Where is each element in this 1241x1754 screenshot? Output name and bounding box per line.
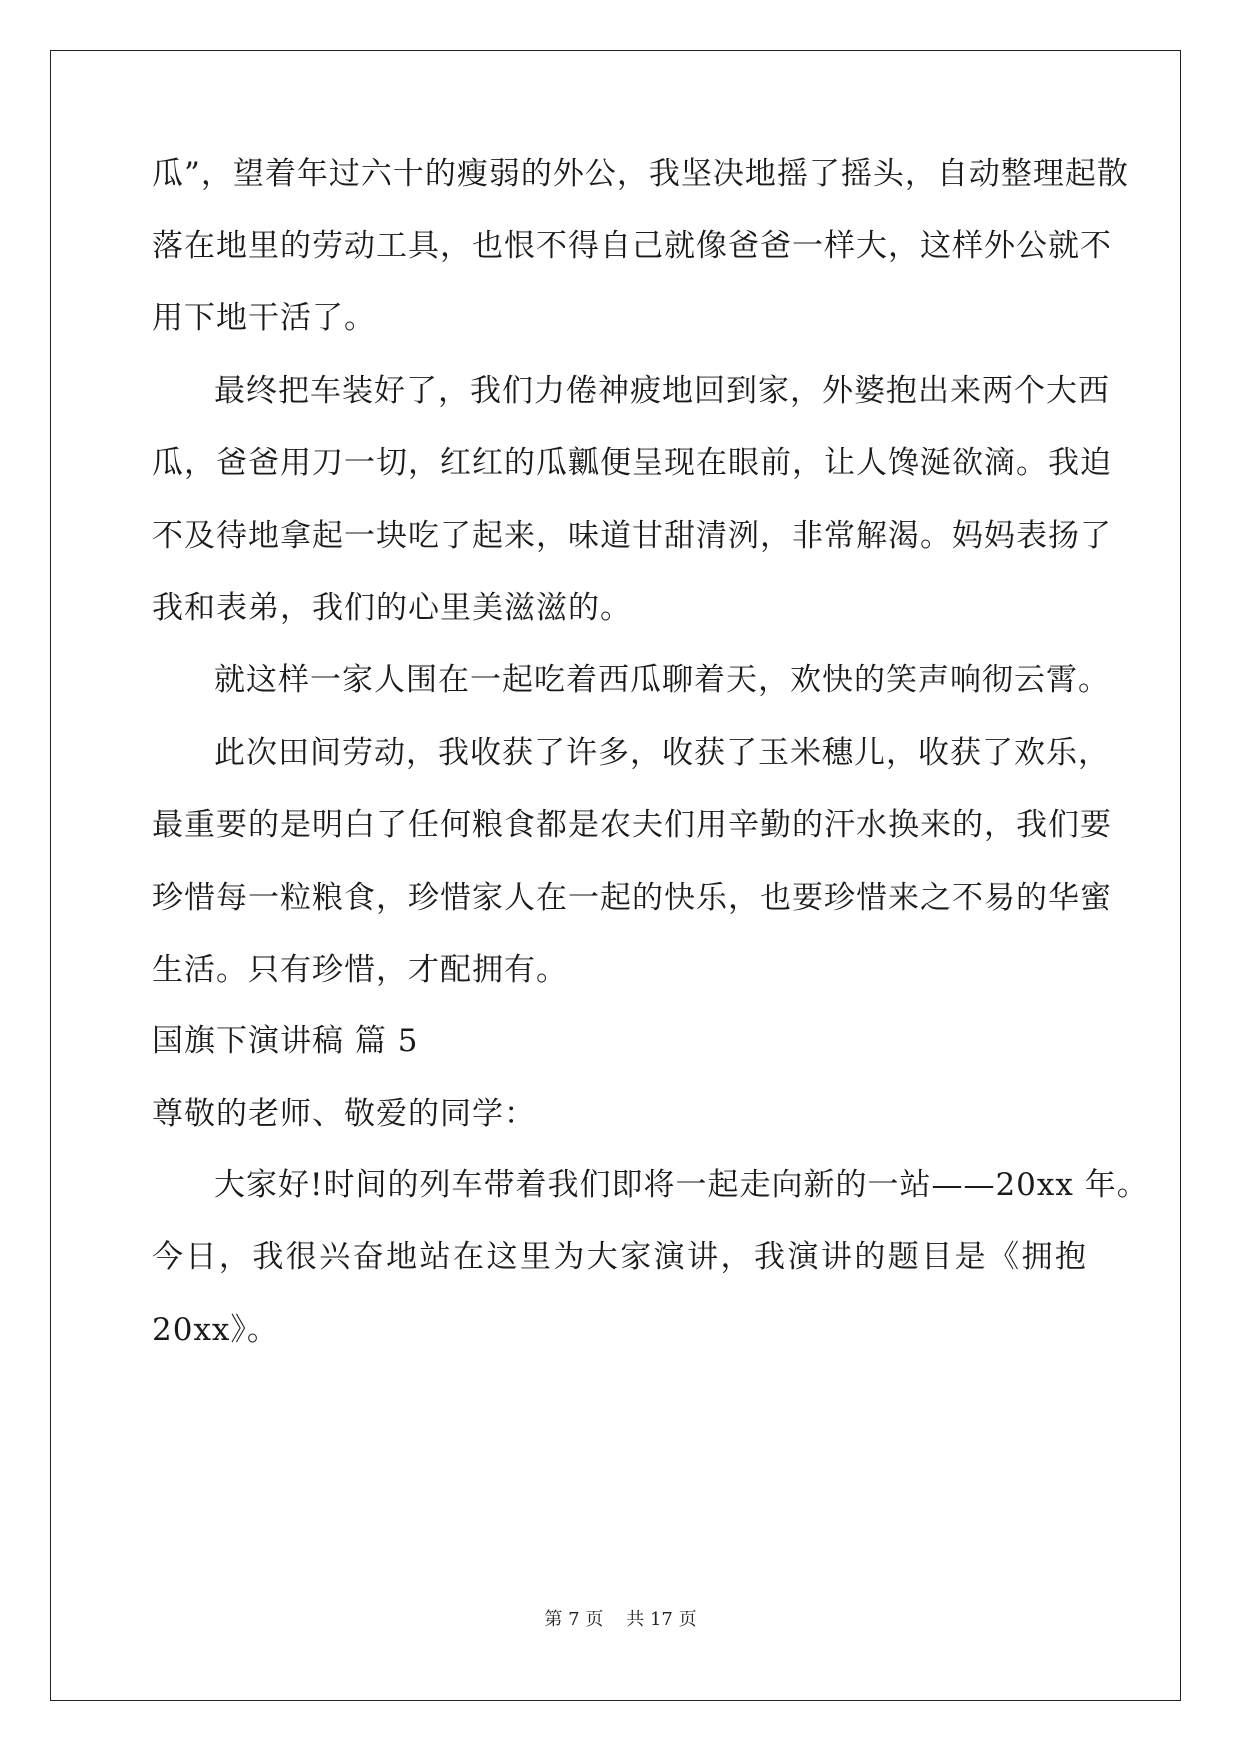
text-line: 生活。只有珍惜，才配拥有。 — [152, 952, 568, 988]
text-line: 今日，我很兴奋地站在这里为大家演讲，我演讲的题目是《拥抱 — [152, 1239, 1087, 1275]
text-line: 落在地里的劳动工具，也恨不得自己就像爸爸一样大，这样外公就不 — [152, 228, 1112, 264]
text-line: 珍惜每一粒粮食，珍惜家人在一起的快乐，也要珍惜来之不易的华蜜 — [152, 880, 1112, 916]
paragraph-first-line: 就这样一家人围在一起吃着西瓜聊着天，欢快的笑声响彻云霄。 — [214, 662, 1110, 698]
text-line: 最重要的是明白了任何粮食都是农夫们用辛勤的汗水换来的，我们要 — [152, 807, 1112, 843]
text-line: 20xx》。 — [152, 1312, 279, 1348]
paragraph-first-line: 最终把车装好了，我们力倦神疲地回到家，外婆抱出来两个大西 — [214, 373, 1110, 409]
text-line: 我和表弟，我们的心里美滋滋的。 — [152, 590, 632, 626]
text-line: 不及待地拿起一块吃了起来，味道甘甜清洌，非常解渴。妈妈表扬了 — [152, 518, 1112, 554]
page-number: 第 7 页 — [544, 1609, 604, 1630]
paragraph-first-line: 大家好!时间的列车带着我们即将一起走向新的一站——20xx 年。 — [214, 1167, 1149, 1203]
section-heading: 国旗下演讲稿 篇 5 — [152, 1023, 419, 1059]
text-line: 用下地干活了。 — [152, 300, 376, 336]
text-line: 瓜，爸爸用刀一切，红红的瓜瓤便呈现在眼前，让人馋涎欲滴。我迫 — [152, 445, 1112, 481]
paragraph-first-line: 此次田间劳动，我收获了许多，收获了玉米穗儿，收获了欢乐， — [214, 735, 1110, 771]
page-footer — [0, 1608, 1241, 1632]
salutation: 尊敬的老师、敬爱的同学： — [152, 1096, 536, 1132]
page-total: 共 17 页 — [626, 1609, 697, 1630]
text-line: 瓜”，望着年过六十的瘦弱的外公，我坚决地摇了摇头，自动整理起散 — [152, 156, 1129, 192]
